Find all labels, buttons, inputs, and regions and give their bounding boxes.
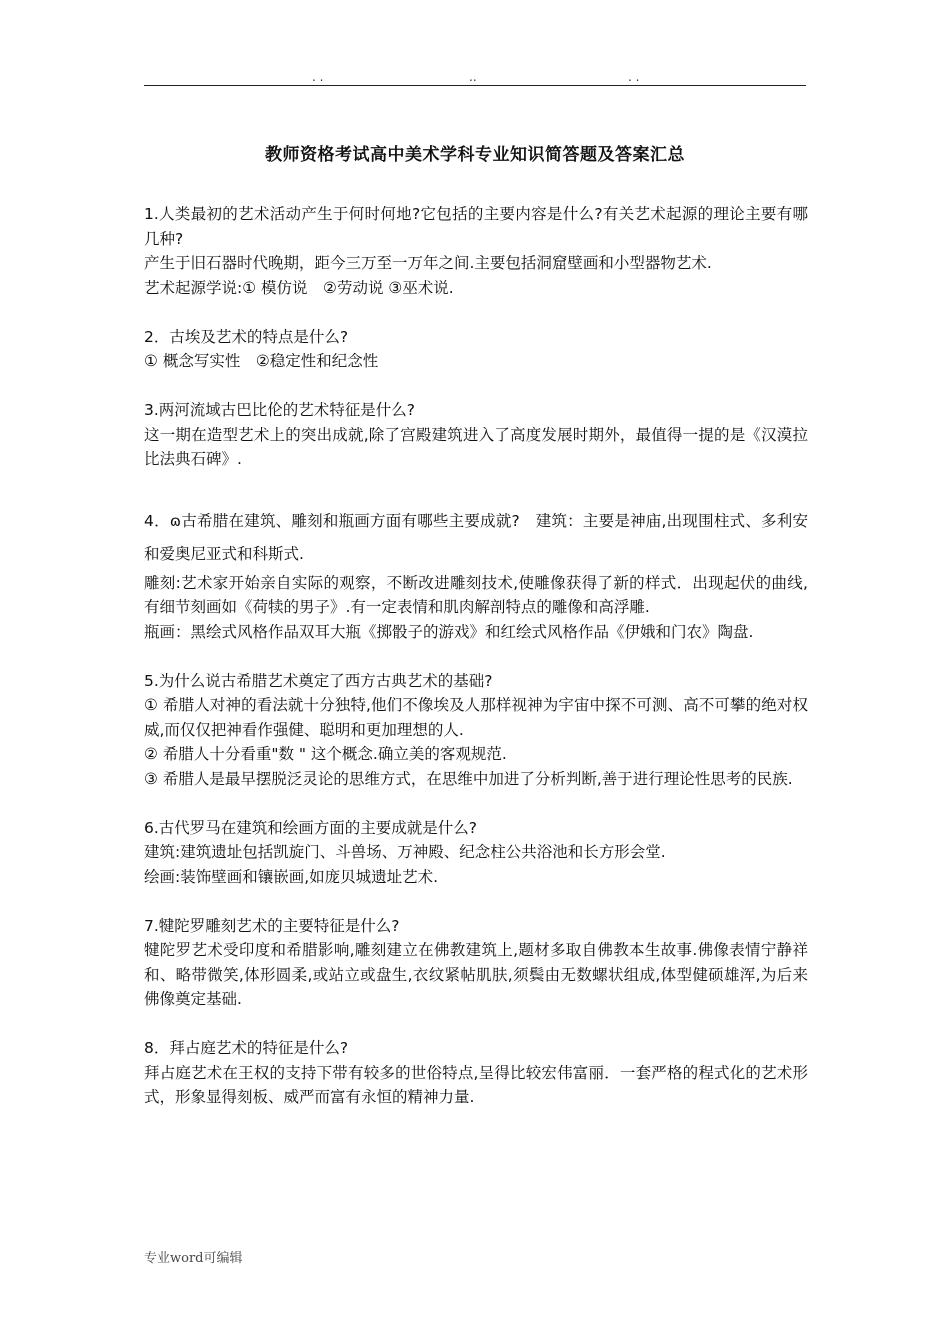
answer-text: 雕刻:艺术家开始亲自实际的观察，不断改进雕刻技术,使雕像获得了新的样式．出现起伏的曲线,有细节刻画如《荷犊的男子》.有一定表情和肌肉解剖特点的雕像和高浮雕. [144, 573, 808, 616]
question-text: 8．拜占庭艺术的特征是什么? [144, 1039, 349, 1057]
question-8 [144, 1036, 808, 1110]
question-3 [144, 398, 808, 472]
answer-text: 建筑:建筑遗址包括凯旋门、斗兽场、万神殿、纪念柱公共浴池和长方形会堂. [144, 843, 666, 861]
answer-text: 瓶画：黑绘式风格作品双耳大瓶《掷骰子的游戏》和红绘式风格作品《伊娥和门农》陶盘. [144, 622, 754, 641]
answer-text: 艺术起源学说:① 模仿说 ②劳动说 ③巫术说. [144, 278, 454, 297]
question-7 [144, 914, 808, 1012]
answer-text: 拜占庭艺术在王权的支持下带有较多的世俗特点,呈得比较宏伟富丽．一套严格的程式化的艺术形式，形象显得刻板、威严而富有永恒的精神力量. [144, 1063, 808, 1106]
answer-text: ② 希腊人十分看重"数 " 这个概念.确立美的客观规范. [144, 745, 507, 763]
question-4 [144, 505, 808, 645]
page-footer: 专业word可编辑 [144, 1251, 243, 1266]
answer-text: 产生于旧石器时代晚期，距今三万至一万年之间.主要包括洞窟壁画和小型器物艺术. [144, 254, 712, 272]
question-text: 7.犍陀罗雕刻艺术的主要特征是什么? [144, 916, 400, 935]
header-rule [144, 85, 806, 86]
answer-text: ① 希腊人对神的看法就十分独特,他们不像埃及人那样视神为宇宙中探不可测、高不可攀的绝对权威,而仅仅把神看作强健、聪明和更加理想的人. [144, 696, 808, 739]
answer-text: 这一期在造型艺术上的突出成就,除了宫殿建筑进入了高度发展时期外，最值得一提的是《汉漠拉比法典石碑》. [144, 425, 808, 468]
document-title: 教师资格考试高中美术学科专业知识简答题及答案汇总 [265, 145, 685, 165]
answer-text: 绘画:装饰壁画和镶嵌画,如庞贝城遗址艺术. [144, 867, 439, 886]
answer-text: ① 概念写实性 ②稳定性和纪念性 [144, 352, 379, 370]
question-5 [144, 669, 808, 792]
header-dot-center: .. [469, 70, 477, 84]
question-2 [144, 325, 808, 374]
answer-text: ③ 希腊人是最早摆脱泛灵论的思维方式，在思维中加进了分析判断,善于进行理论性思考的民族. [144, 769, 793, 788]
question-text: 5.为什么说古希腊艺术奠定了西方古典艺术的基础? [144, 671, 493, 690]
question-text: 3.两河流域古巴比伦的艺术特征是什么? [144, 401, 416, 419]
question-text: 4．ɷ古希腊在建筑、雕刻和瓶画方面有哪些主要成就? 建筑：主要是神庙,出现围柱式、多利安和爱奥尼亚式和科斯式. [144, 511, 808, 563]
header-dot-right: . . [628, 70, 640, 84]
question-text: 1.人类最初的艺术活动产生于何时何地?它包括的主要内容是什么?有关艺术起源的理论主要有哪几种? [144, 205, 808, 248]
header-dots [144, 70, 806, 84]
document-body [144, 202, 808, 1110]
question-6 [144, 816, 808, 890]
answer-text: 犍陀罗艺术受印度和希腊影响,雕刻建立在佛教建筑上,题材多取自佛教本生故事.佛像表情宁静祥和、略带微笑,体形圆柔,或站立或盘生,衣纹紧帖肌肤,须鬓由无数螺状组成,体型健硕雄浑,为后来佛像奠定基础. [144, 941, 808, 1008]
header-dot-left: . . [312, 70, 324, 84]
question-text: 6.古代罗马在建筑和绘画方面的主要成就是什么? [144, 818, 478, 837]
question-text: 2．古埃及艺术的特点是什么? [144, 327, 349, 346]
question-1 [144, 202, 808, 300]
